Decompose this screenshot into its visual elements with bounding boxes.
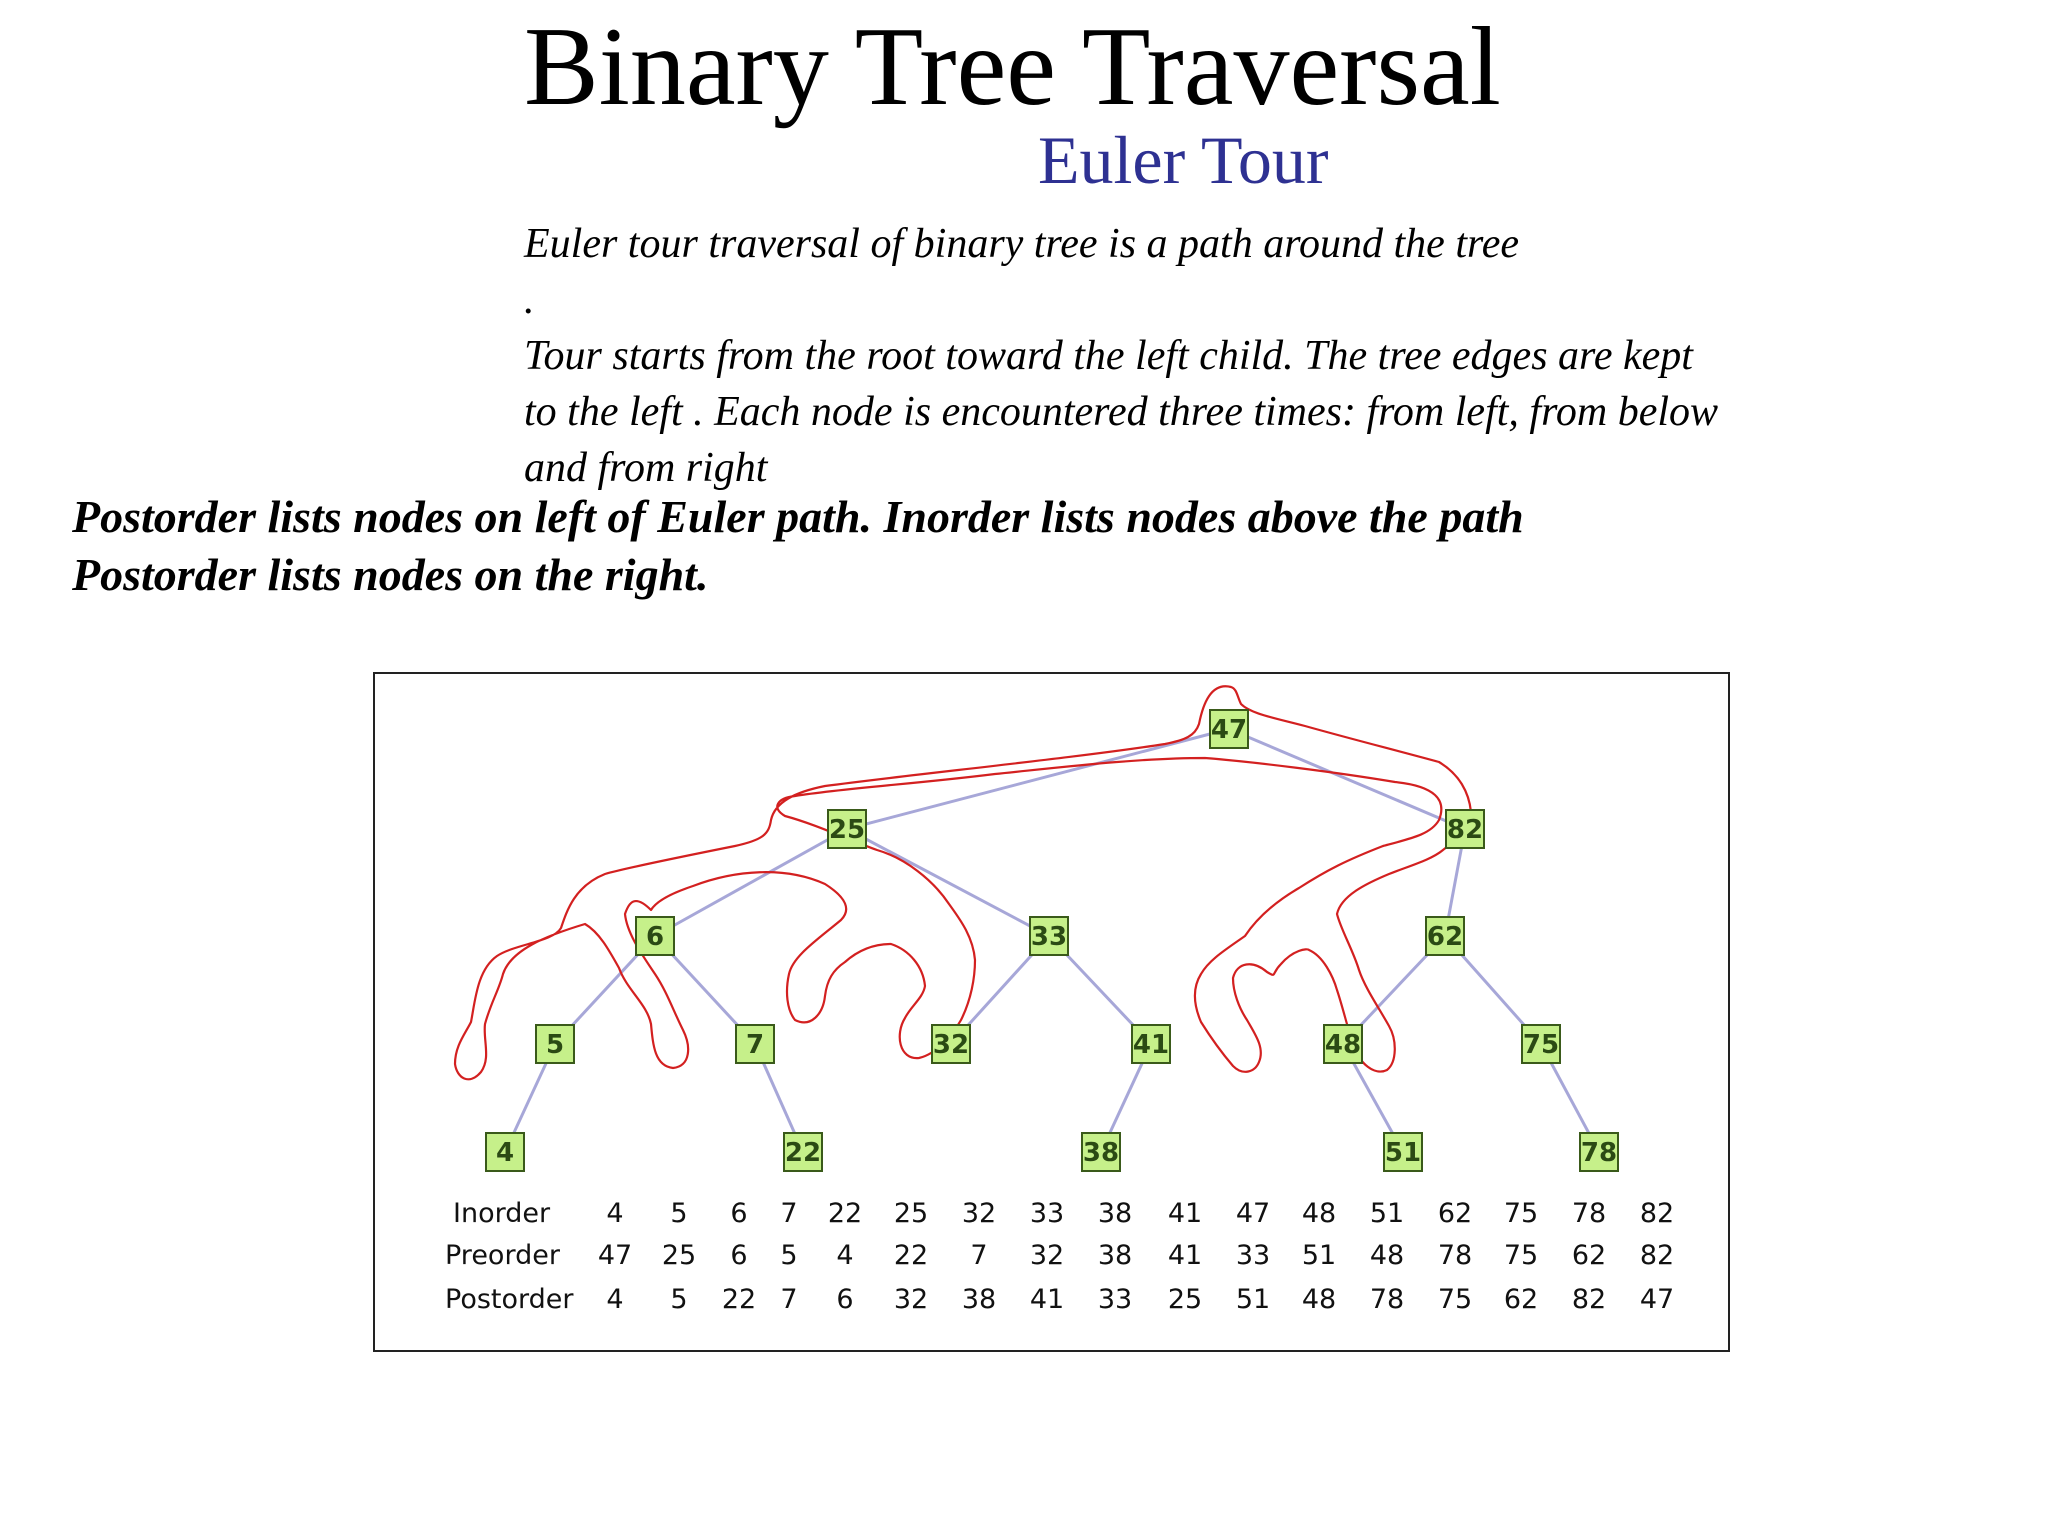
traversal-value: 47 xyxy=(1235,1198,1271,1229)
traversal-value: 41 xyxy=(1029,1284,1065,1315)
tree-node-label: 4 xyxy=(495,1138,515,1168)
traversal-value: 51 xyxy=(1369,1198,1405,1229)
traversal-value: 7 xyxy=(780,1198,798,1229)
traversal-value: 7 xyxy=(970,1240,988,1271)
traversal-value: 5 xyxy=(780,1240,798,1271)
traversal-value: 82 xyxy=(1571,1284,1607,1315)
tree-node-78 xyxy=(1580,1133,1618,1171)
tree-node-label: 33 xyxy=(1030,922,1068,952)
page-subtitle: Euler Tour xyxy=(1038,122,1329,198)
traversal-value: 33 xyxy=(1097,1284,1133,1315)
traversal-value: 51 xyxy=(1301,1240,1337,1271)
traversal-value: 22 xyxy=(721,1284,757,1315)
traversal-value: 25 xyxy=(1167,1284,1203,1315)
tree-node-label: 32 xyxy=(932,1030,970,1060)
tree-node-47 xyxy=(1210,710,1248,748)
traversal-value: 33 xyxy=(1235,1240,1271,1271)
traversal-value: 82 xyxy=(1639,1240,1675,1271)
euler-path xyxy=(455,686,1471,1079)
tree-node-label: 75 xyxy=(1522,1030,1560,1060)
description-line: Euler tour traversal of binary tree is a path around the tree xyxy=(524,221,1520,267)
traversal-label-inorder: Inorder xyxy=(453,1198,551,1229)
tree-nodes xyxy=(486,710,1618,1171)
tree-node-25 xyxy=(828,810,866,848)
page-title: Binary Tree Traversal xyxy=(524,5,1501,129)
traversal-value: 38 xyxy=(961,1284,997,1315)
traversal-label-preorder: Preorder xyxy=(445,1240,560,1271)
traversal-value: 82 xyxy=(1639,1198,1675,1229)
traversal-value: 78 xyxy=(1571,1198,1607,1229)
traversal-value: 6 xyxy=(730,1240,748,1271)
traversal-value: 22 xyxy=(893,1240,929,1271)
description xyxy=(524,216,1718,496)
euler-tour-figure xyxy=(373,672,1730,1352)
tree-node-41 xyxy=(1132,1025,1170,1063)
tree-node-62 xyxy=(1426,917,1464,955)
description-line: Tour starts from the root toward the left child. The tree edges are kept xyxy=(524,333,1693,379)
tree-node-label: 41 xyxy=(1132,1030,1170,1060)
tree-node-label: 25 xyxy=(828,815,866,845)
tree-node-label: 22 xyxy=(784,1138,822,1168)
tree-edge-25-6 xyxy=(655,829,847,936)
traversal-value: 78 xyxy=(1437,1240,1473,1271)
traversal-value: 48 xyxy=(1369,1240,1405,1271)
tree-node-label: 47 xyxy=(1210,715,1248,745)
traversal-value: 62 xyxy=(1503,1284,1539,1315)
traversal-value: 4 xyxy=(606,1198,624,1229)
traversal-value: 75 xyxy=(1503,1198,1539,1229)
traversal-value: 51 xyxy=(1235,1284,1271,1315)
traversal-value: 47 xyxy=(597,1240,633,1271)
traversal-value: 62 xyxy=(1437,1198,1473,1229)
traversal-value: 22 xyxy=(827,1198,863,1229)
tree-node-7 xyxy=(736,1025,774,1063)
description-line: . xyxy=(524,277,535,323)
tree-node-51 xyxy=(1384,1133,1422,1171)
tree-node-32 xyxy=(932,1025,970,1063)
tree-node-label: 62 xyxy=(1426,922,1464,952)
traversal-value: 32 xyxy=(893,1284,929,1315)
tree-node-5 xyxy=(536,1025,574,1063)
tree-node-label: 51 xyxy=(1384,1138,1422,1168)
traversal-note xyxy=(72,488,1524,604)
tree-node-6 xyxy=(636,917,674,955)
traversal-value: 75 xyxy=(1503,1240,1539,1271)
tree-node-33 xyxy=(1030,917,1068,955)
tree-node-75 xyxy=(1522,1025,1560,1063)
traversal-value: 32 xyxy=(961,1198,997,1229)
traversal-value: 33 xyxy=(1029,1198,1065,1229)
traversal-value: 47 xyxy=(1639,1284,1675,1315)
tree-edge-47-25 xyxy=(847,729,1229,829)
traversal-value: 41 xyxy=(1167,1198,1203,1229)
traversal-table xyxy=(445,1198,1674,1315)
tree-node-label: 7 xyxy=(745,1030,765,1060)
tree-node-38 xyxy=(1082,1133,1120,1171)
tree-node-label: 5 xyxy=(545,1030,565,1060)
tree-node-4 xyxy=(486,1133,524,1171)
note-line: Postorder lists nodes on left of Euler path. Inorder lists nodes above the path xyxy=(72,491,1524,542)
tree-edge-47-82 xyxy=(1229,729,1465,829)
traversal-value: 75 xyxy=(1437,1284,1473,1315)
traversal-value: 6 xyxy=(730,1198,748,1229)
tree-node-label: 82 xyxy=(1446,815,1484,845)
description-line: to the left . Each node is encountered three times: from left, from below xyxy=(524,389,1719,435)
tree-node-22 xyxy=(784,1133,822,1171)
traversal-value: 78 xyxy=(1369,1284,1405,1315)
description-line: and from right xyxy=(524,445,768,491)
tree-node-label: 78 xyxy=(1580,1138,1618,1168)
traversal-value: 38 xyxy=(1097,1198,1133,1229)
traversal-value: 32 xyxy=(1029,1240,1065,1271)
note-line: Postorder lists nodes on the right. xyxy=(72,549,709,600)
traversal-value: 41 xyxy=(1167,1240,1203,1271)
traversal-value: 62 xyxy=(1571,1240,1607,1271)
traversal-value: 48 xyxy=(1301,1198,1337,1229)
traversal-value: 5 xyxy=(670,1284,688,1315)
traversal-value: 6 xyxy=(836,1284,854,1315)
tree-node-82 xyxy=(1446,810,1484,848)
tree-edge-25-33 xyxy=(847,829,1049,936)
traversal-value: 4 xyxy=(606,1284,624,1315)
traversal-value: 38 xyxy=(1097,1240,1133,1271)
traversal-value: 4 xyxy=(836,1240,854,1271)
traversal-label-postorder: Postorder xyxy=(445,1284,574,1315)
tree-node-label: 48 xyxy=(1324,1030,1362,1060)
traversal-value: 48 xyxy=(1301,1284,1337,1315)
traversal-value: 5 xyxy=(670,1198,688,1229)
tree-node-label: 38 xyxy=(1082,1138,1120,1168)
traversal-value: 25 xyxy=(661,1240,697,1271)
traversal-value: 25 xyxy=(893,1198,929,1229)
tree-node-48 xyxy=(1324,1025,1362,1063)
traversal-value: 7 xyxy=(780,1284,798,1315)
tree-node-label: 6 xyxy=(645,922,665,952)
binary-tree-diagram xyxy=(375,674,1728,1350)
